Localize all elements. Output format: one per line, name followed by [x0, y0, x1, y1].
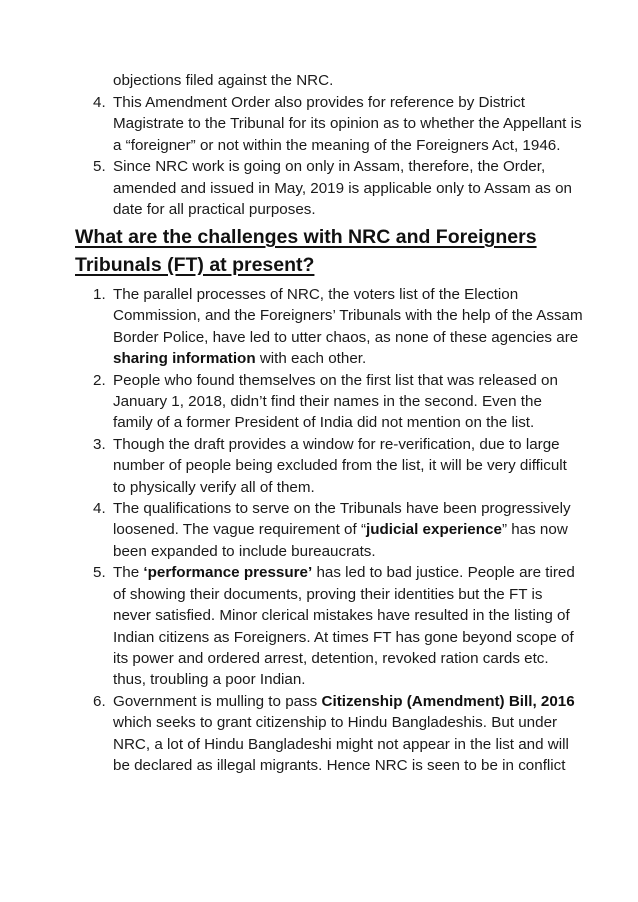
list-item-number: 5. [93, 158, 106, 176]
amendment-order-list [93, 92, 583, 220]
list-item-text: Government is mulling to pass [113, 692, 322, 710]
list-item-number: 4. [93, 500, 106, 518]
list-item-text: with each other. [255, 350, 367, 368]
emphasis-text: ‘performance pressure’ [143, 564, 313, 582]
list-item [93, 562, 583, 690]
list-item [93, 284, 583, 370]
challenges-list [93, 284, 583, 776]
list-item-text: The qualifications to serve on the Tribunals have been progressively loosened. The vague requirement of “ [113, 500, 571, 539]
list-item-number: 3. [93, 435, 106, 453]
list-item-text: The [113, 564, 144, 582]
list-item-number: 2. [93, 371, 106, 389]
section-heading: What are the challenges with NRC and Foreigners Tribunals (FT) at present? [75, 226, 537, 276]
list-item-text: which seeks to grant citizenship to Hindu Bangladeshis. But under NRC, a lot of Hindu Bangladeshi might not appear in the list and will be declared as illegal migrants. Hence NRC is seen to be in conflict [113, 714, 569, 774]
list-item-text: Though the draft provides a window for re-verification, due to large number of people being excluded from the list, it will be very difficult to physically verify all of them. [113, 435, 567, 496]
list-item-text: ” has now been expanded to include bureaucrats. [113, 521, 568, 560]
list-item [93, 434, 583, 498]
list-item [93, 156, 583, 220]
list-item-number: 5. [93, 564, 106, 582]
list-item [93, 498, 583, 562]
list-item [93, 370, 583, 434]
list-item-number: 6. [93, 692, 106, 710]
continuation-text: objections filed against the NRC. [113, 72, 334, 89]
list-item-text: has led to bad justice. People are tired of showing their documents, proving their identities but the FT is never satisfied. Minor clerical mistakes have resulted in the listing of Indian citizens as Foreigners. At times FT has gone beyond scope of its power and ordered arrest, detention, revoked ration cards etc. thus, troubling a poor Indian. [113, 564, 575, 689]
list-item-number: 1. [93, 286, 106, 303]
list-item-text: The parallel processes of NRC, the voters list of the Election Commission, and the Foreigners’ Tribunals with the help of the Assam Border Police, have led to utter chaos, as none of these agencies are [113, 286, 583, 346]
list-item [93, 92, 583, 156]
list-item-number: 4. [93, 94, 106, 111]
emphasis-text: judicial experience [366, 521, 502, 539]
emphasis-text: sharing information [113, 350, 256, 368]
list-item-text: People who found themselves on the first list that was released on January 1, 2018, didn’t find their names in the second. Even the family of a former President of India did not mention on the list. [113, 371, 558, 432]
list-item-text: Since NRC work is going on only in Assam, therefore, the Order, amended and issued in May, 2019 is applicable only to Assam as on date for all practical purposes. [113, 158, 572, 219]
emphasis-text: Citizenship (Amendment) Bill, 2016 [321, 692, 575, 710]
list-item-text: This Amendment Order also provides for reference by District Magistrate to the Tribunal for its opinion as to whether the Appellant is a “foreigner” or not within the meaning of the Foreigners Act, 1946. [113, 94, 582, 154]
list-item [93, 691, 583, 777]
